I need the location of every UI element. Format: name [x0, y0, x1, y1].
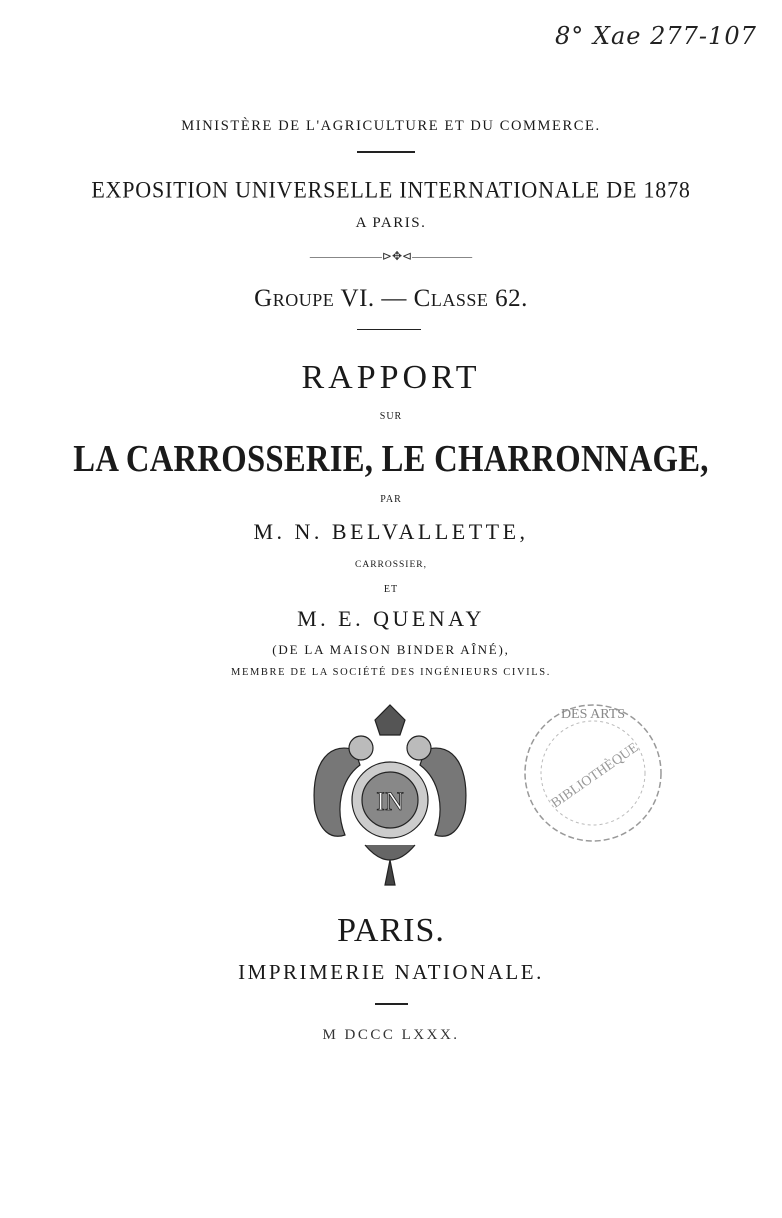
- author-2-name: M. E. QUENAY: [297, 606, 485, 631]
- dash: —: [381, 285, 407, 312]
- author-2-membership: MEMBRE DE LA SOCIÉTÉ DES INGÉNIEURS CIVILS.: [231, 667, 551, 678]
- divider: [357, 151, 415, 153]
- stamp-center-text: BIBLIOTHÈQUE: [548, 740, 642, 812]
- groupe-label: Groupe: [254, 285, 335, 312]
- rapport-heading: RAPPORT: [301, 359, 481, 396]
- author-2-affiliation: (DE LA MAISON BINDER AÎNÉ),: [272, 642, 510, 657]
- emblem-monogram: IN: [376, 787, 404, 816]
- imprint-year: M DCCC LXXX.: [322, 1027, 460, 1043]
- exposition-location: A PARIS.: [355, 215, 427, 231]
- main-title: LA CARROSSERIE, LE CHARRONNAGE,: [73, 438, 709, 480]
- imprimerie-nationale-emblem-icon: [305, 700, 475, 890]
- classification-line: [0, 285, 782, 313]
- divider: [375, 1003, 408, 1005]
- imprint-city: PARIS.: [337, 912, 445, 949]
- par-word: PAR: [380, 494, 402, 505]
- divider: [357, 329, 421, 330]
- ministry-heading: MINISTÈRE DE L'AGRICULTURE ET DU COMMERCE.: [181, 118, 601, 134]
- conjunction: ET: [383, 584, 399, 595]
- library-stamp-icon: [508, 688, 678, 858]
- imprint-printer: IMPRIMERIE NATIONALE.: [238, 960, 544, 984]
- classe-number: 62.: [495, 285, 528, 312]
- ornamental-divider: ——————⊳✥⊲—————: [309, 249, 473, 263]
- classe-label: Classe: [413, 285, 489, 312]
- sur-word: SUR: [379, 411, 403, 422]
- stamp-top-text: DES ARTS: [560, 707, 626, 722]
- handwritten-shelfmark: 8° Xae 277-107: [555, 22, 757, 50]
- groupe-number: VI.: [340, 285, 375, 312]
- author-1-role: CARROSSIER,: [355, 560, 427, 570]
- exposition-title: EXPOSITION UNIVERSELLE INTERNATIONALE DE 1878: [91, 176, 691, 203]
- author-1-name: M. N. BELVALLETTE,: [253, 519, 529, 544]
